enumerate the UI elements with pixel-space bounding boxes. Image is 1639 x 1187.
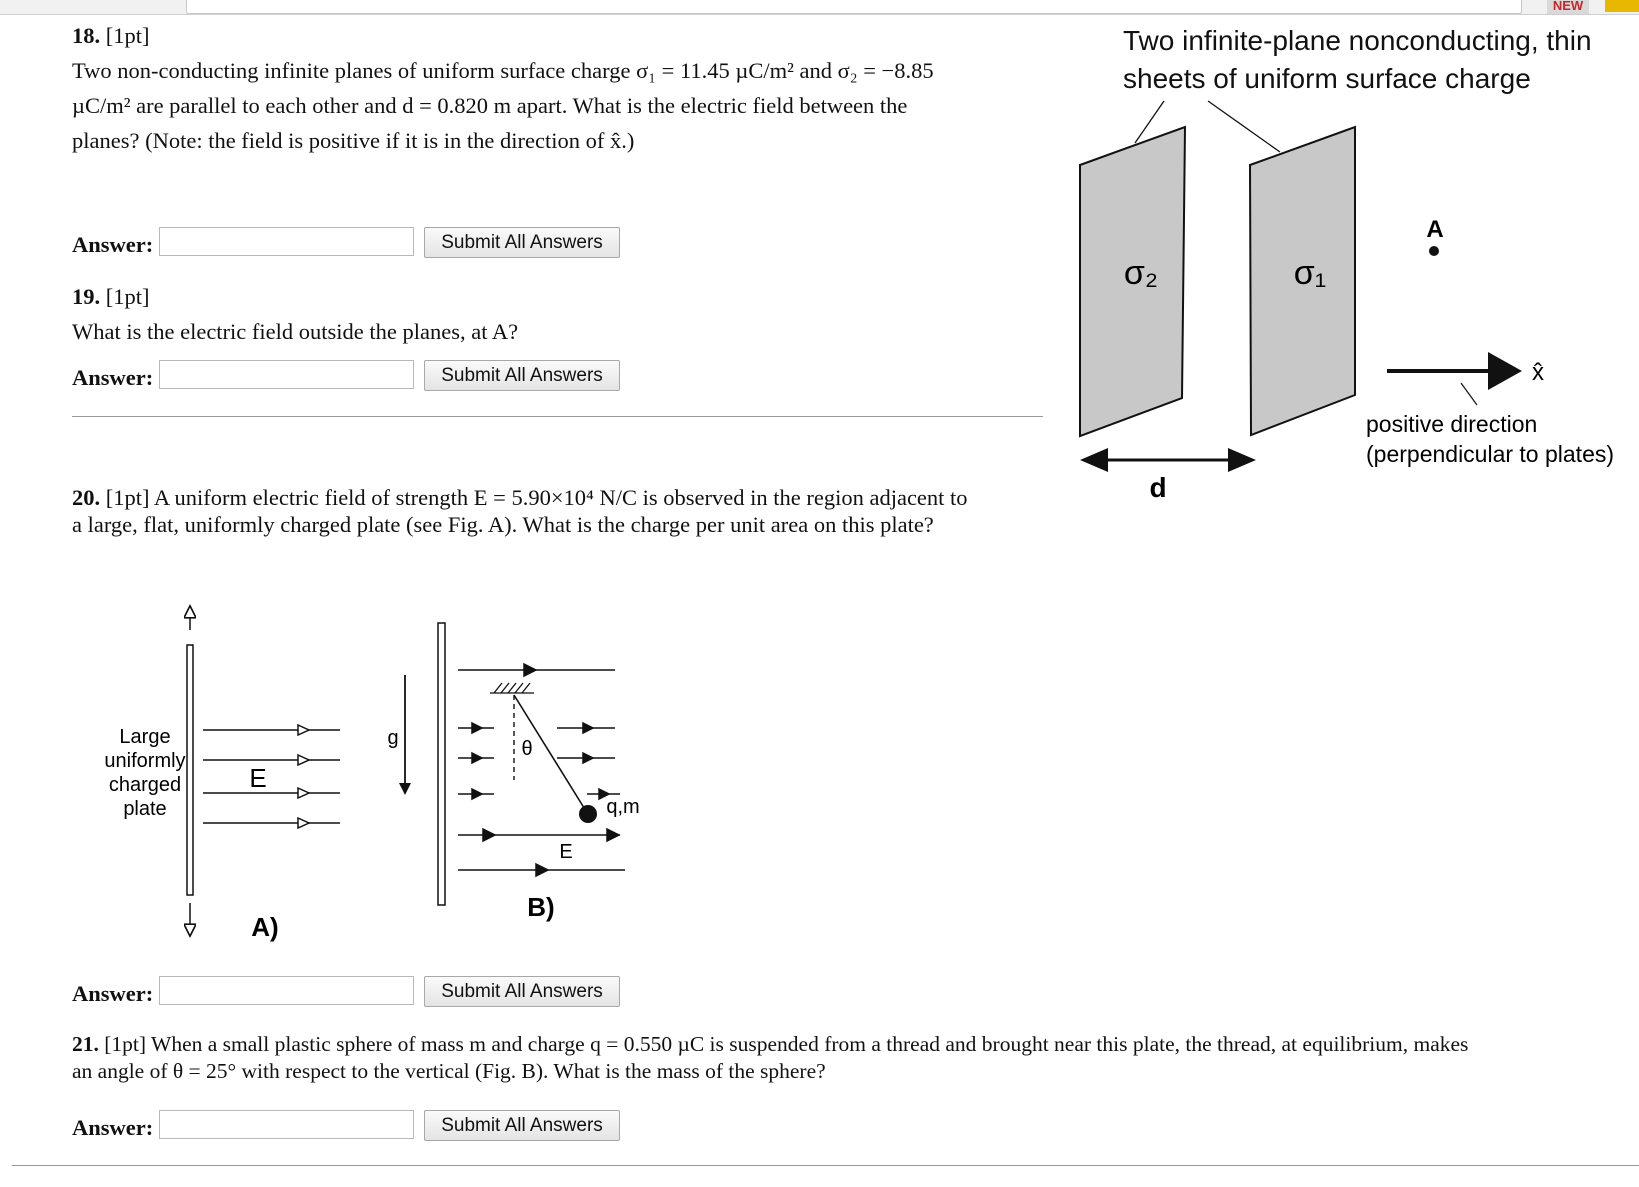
browser-toolbar [0,0,1639,15]
charged-plate-b [438,623,445,905]
question-19-text: What is the electric field outside the planes, at A? [72,319,519,344]
charge-mass-label: q,m [606,796,640,818]
question-number: 18. [72,23,101,48]
submit-all-answers-button[interactable]: Submit All Answers [424,360,620,391]
question-21-text-line1: 21. [1pt] When a small plastic sphere of mass m and charge q = 0.550 µC is suspended from a thread and brought near this plate, the thread, at equilibrium, makes [72,1032,1469,1056]
extension-icon[interactable] [1605,0,1639,12]
question-points: [1pt] [105,23,150,48]
x-hat-label: x̂ [1532,359,1544,386]
question-19-header [72,279,518,314]
submit-all-answers-button[interactable]: Submit All Answers [424,227,620,258]
fig-b-label: B) [527,892,555,922]
caption-line2: (perpendicular to plates) [1366,441,1615,467]
question-20-text-line1: 20. [1pt] A uniform electric field of strength E = 5.90×10⁴ N/C is observed in the region adjacent to [72,485,968,510]
point-a-label: A [1426,216,1444,243]
submit-all-answers-button[interactable]: Submit All Answers [424,976,620,1007]
question-21 [72,1031,1637,1085]
planes-figure [1070,95,1639,515]
question-number: 21. [72,1032,99,1056]
question-20 [72,484,968,538]
caption-pointer [1461,383,1477,405]
question-18 [72,18,934,158]
question-points: [1pt] [105,284,150,309]
planes-figure-title [1123,22,1592,98]
question-21-text-line2: an angle of θ = 25° with respect to the vertical (Fig. B). What is the mass of the sphere? [72,1059,826,1083]
question-18-header [72,18,934,53]
question-18-text-line2: µC/m² are parallel to each other and d = 0.820 m apart. What is the electric field between the [72,93,908,118]
charged-plate [187,645,193,895]
answer-label: Answer: [72,981,154,1006]
question-number: 20. [72,485,101,510]
caption-line1: positive direction [1366,411,1538,437]
question-18-text-line3: planes? (Note: the field is positive if it is in the direction of x̂.) [72,128,635,153]
plate-figure [70,595,670,955]
answer-label: Answer: [72,1115,154,1140]
question-19 [72,279,518,349]
question-number: 19. [72,284,101,309]
field-lines-b [458,664,625,876]
answer-label: Answer: [72,232,154,257]
sigma2-label: σ₂ [1123,254,1159,292]
field-label-a: E [249,763,267,793]
answer-input-18[interactable] [159,227,414,256]
bottom-divider [12,1165,1639,1166]
ceiling-support [490,683,534,693]
section-divider [72,416,1043,417]
plate-label-line4: plate [123,798,167,820]
question-points: [1pt] [105,485,150,510]
answer-input-21[interactable] [159,1110,414,1139]
fig-a-label: A) [251,912,279,942]
answer-label: Answer: [72,365,154,390]
charged-sphere [579,805,597,823]
planes-title-line2: sheets of uniform surface charge [1123,63,1531,94]
plate-label-line2: uniformly [104,750,186,772]
sigma1-label: σ₁ [1293,254,1327,292]
planes-title-line1: Two infinite-plane nonconducting, thin [1123,25,1592,56]
address-bar[interactable] [186,0,1522,14]
new-badge: NEW [1547,0,1589,14]
field-label-b: E [559,841,573,863]
plate-label-line1: Large [119,726,171,748]
distance-label: d [1149,472,1167,503]
plate-label-line3: charged [108,774,182,796]
field-lines-a [203,725,340,828]
answer-input-19[interactable] [159,360,414,389]
question-18-text-line1: Two non-conducting infinite planes of uniform surface charge σ₁ = 11.45 µC/m² and σ₂ = −8.85 [72,58,934,83]
submit-all-answers-button[interactable]: Submit All Answers [424,1110,620,1141]
title-pointer-right [1208,101,1280,152]
angle-label: θ [521,738,533,760]
gravity-label: g [387,727,399,749]
point-a-marker [1429,246,1439,256]
question-points: [1pt] [104,1032,147,1056]
answer-input-20[interactable] [159,976,414,1005]
question-20-text-line2: a large, flat, uniformly charged plate (see Fig. A). What is the charge per unit area on this plate? [72,512,934,537]
